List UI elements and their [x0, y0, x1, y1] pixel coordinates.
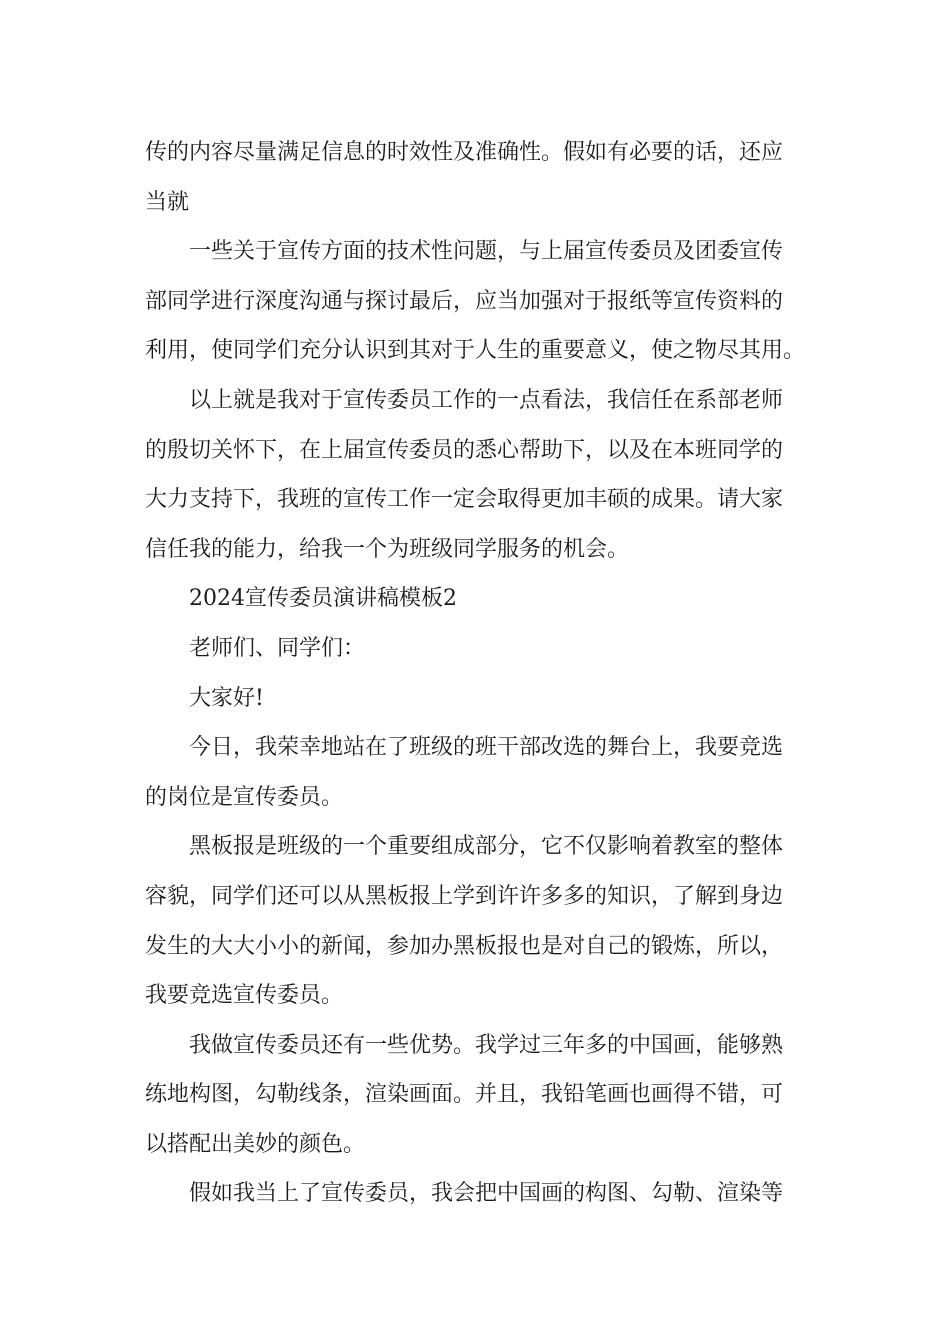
text-line: 今日，我荣幸地站在了班级的班干部改选的舞台上，我要竞选	[189, 735, 784, 761]
text-line: 利用，使同学们充分认识到其对于人生的重要意义，使之物尽其用。	[145, 338, 806, 364]
text-line: 以上就是我对于宣传委员工作的一点看法，我信任在系部老师	[189, 387, 784, 413]
text-line: 部同学进行深度沟通与探讨最后，应当加强对于报纸等宣传资料的	[145, 288, 784, 314]
text-line: 的殷切关怀下，在上届宣传委员的悉心帮助下，以及在本班同学的	[145, 437, 784, 463]
text-line: 我做宣传委员还有一些优势。我学过三年多的中国画，能够熟	[189, 1032, 784, 1058]
text-line: 老师们、同学们：	[189, 635, 366, 661]
text-line: 容貌，同学们还可以从黑板报上学到许许多多的知识，了解到身边	[145, 883, 784, 909]
document-body	[145, 128, 810, 1219]
text-line: 假如我当上了宣传委员，我会把中国画的构图、勾勒、渲染等	[189, 1181, 784, 1207]
text-line: 一些关于宣传方面的技术性问题，与上届宣传委员及团委宣传	[189, 239, 784, 265]
text-line: 大力支持下，我班的宣传工作一定会取得更加丰硕的成果。请大家	[145, 487, 784, 513]
text-line: 大家好!	[189, 685, 264, 711]
text-line: 我要竞选宣传委员。	[145, 983, 344, 1009]
text-line: 以搭配出美妙的颜色。	[145, 1131, 366, 1157]
text-line: 练地构图，勾勒线条，渲染画面。并且，我铅笔画也画得不错，可	[145, 1082, 784, 1108]
text-line: 的岗位是宣传委员。	[145, 784, 344, 810]
text-line: 当就	[145, 189, 190, 215]
text-line: 2024宣传委员演讲稿模板2	[189, 586, 457, 612]
text-line: 传的内容尽量满足信息的时效性及准确性。假如有必要的话，还应	[145, 140, 784, 165]
text-line: 信任我的能力，给我一个为班级同学服务的机会。	[145, 536, 630, 562]
text-line: 发生的大大小小的新闻，参加办黑板报也是对自己的锻炼，所以，	[145, 933, 784, 959]
text-line: 黑板报是班级的一个重要组成部分，它不仅影响着教室的整体	[189, 834, 784, 860]
